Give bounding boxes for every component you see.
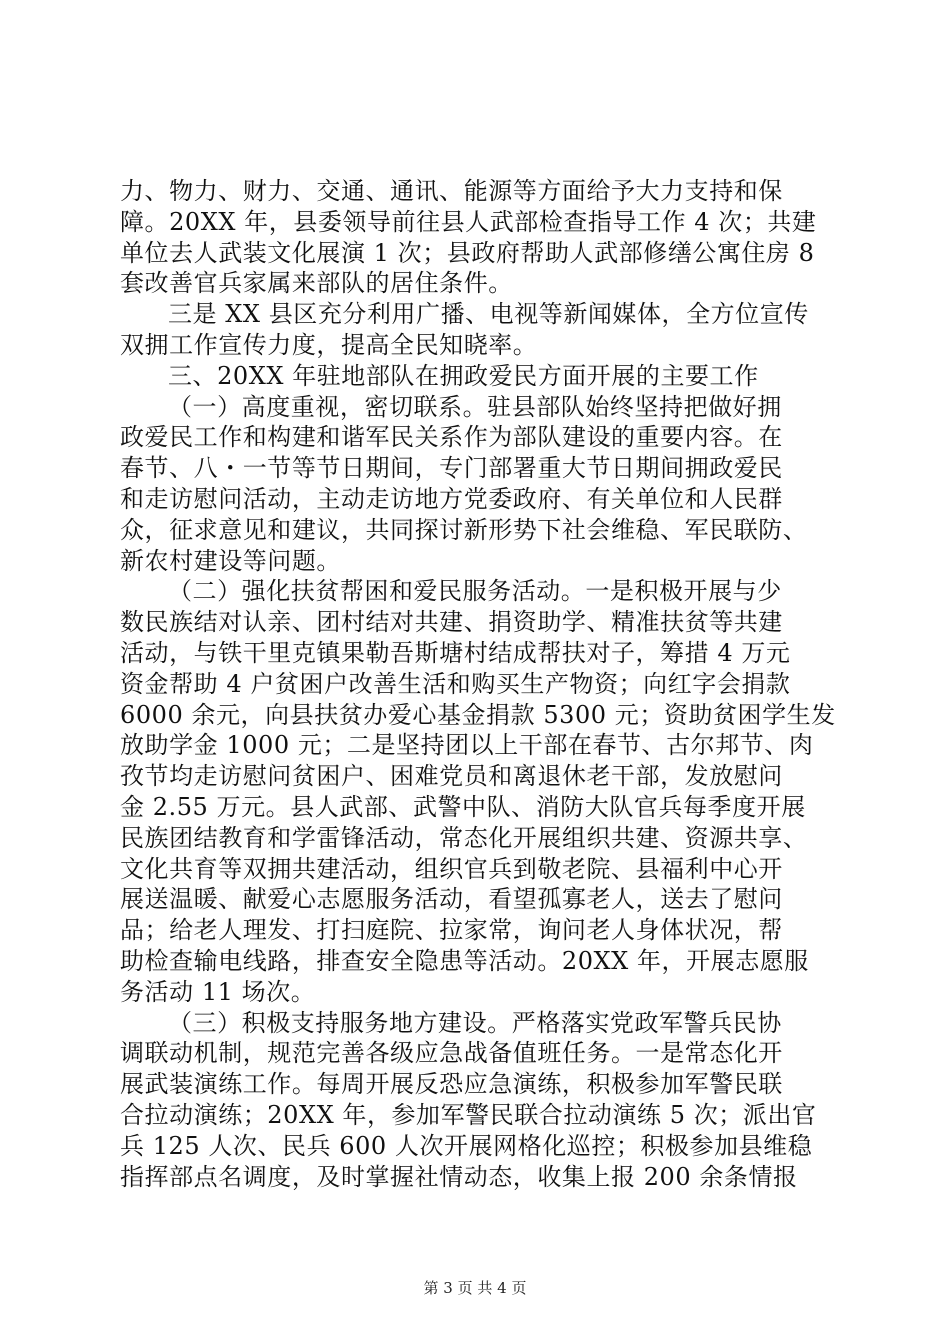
text-line: 资金帮助 4 户贫困户改善生活和购买生产物资；向红字会捐款: [120, 669, 791, 698]
text-line: 政爱民工作和构建和谐军民关系作为部队建设的重要内容。在: [120, 423, 783, 452]
text-line: 众，征求意见和建议，共同探讨新形势下社会维稳、军民联防、: [120, 515, 808, 544]
text-line: 调联动机制，规范完善各级应急战备值班任务。一是常态化开: [120, 1039, 783, 1068]
text-line: 务活动 11 场次。: [120, 977, 316, 1006]
text-line: 三是 XX 县区充分利用广播、电视等新闻媒体，全方位宣传: [168, 300, 809, 329]
text-line: 三、20XX 年驻地部队在拥政爱民方面开展的主要工作: [168, 361, 759, 390]
text-line: （一）高度重视，密切联系。驻县部队始终坚持把做好拥: [168, 392, 782, 421]
text-line: 双拥工作宣传力度，提高全民知晓率。: [120, 330, 538, 359]
text-line: 套改善官兵家属来部队的居住条件。: [120, 269, 513, 298]
page-footer: 第 3 页 共 4 页: [423, 1279, 527, 1297]
text-line: 力、物力、财力、交通、通讯、能源等方面给予大力支持和保: [120, 177, 783, 205]
text-line: 孜节均走访慰问贫困户、困难党员和离退休老干部，发放慰问: [120, 762, 783, 791]
text-line: （三）积极支持服务地方建设。严格落实党政军警兵民协: [168, 1008, 782, 1037]
text-line: 助检查输电线路，排查安全隐患等活动。20XX 年，开展志愿服: [120, 946, 809, 975]
text-line: 活动，与铁干里克镇果勒吾斯塘村结成帮扶对子，筹措 4 万元: [120, 638, 791, 667]
text-line: 指挥部点名调度，及时掌握社情动态，收集上报 200 余条情报: [120, 1162, 798, 1191]
text-line: 合拉动演练；20XX 年，参加军警民联合拉动演练 5 次；派出官: [120, 1100, 817, 1129]
text-line: 数民族结对认亲、团村结对共建、捐资助学、精准扶贫等共建: [120, 608, 783, 637]
text-line: 和走访慰问活动，主动走访地方党委政府、有关单位和人民群: [120, 484, 783, 513]
text-line: 新农村建设等问题。: [120, 546, 341, 575]
text-line: 品；给老人理发、打扫庭院、拉家常，询问老人身体状况，帮: [120, 916, 783, 945]
text-line: 展武装演练工作。每周开展反恐应急演练，积极参加军警民联: [120, 1070, 783, 1099]
text-line: 民族团结教育和学雷锋活动，常态化开展组织共建、资源共享、: [120, 823, 808, 852]
text-line: 兵 125 人次、民兵 600 人次开展网格化巡控；积极参加县维稳: [120, 1131, 813, 1160]
text-line: 单位去人武装文化展演 1 次；县政府帮助人武部修缮公寓住房 8: [120, 238, 815, 267]
text-line: 金 2.55 万元。县人武部、武警中队、消防大队官兵每季度开展: [120, 792, 806, 821]
text-line: 春节、八・一节等节日期间，专门部署重大节日期间拥政爱民: [120, 454, 783, 483]
text-line: 障。20XX 年，县委领导前往县人武部检查指导工作 4 次；共建: [120, 207, 817, 236]
text-line: 展送温暖、献爱心志愿服务活动，看望孤寡老人，送去了慰问: [120, 885, 783, 914]
document-body: [120, 176, 840, 1192]
text-line: （二）强化扶贫帮困和爱民服务活动。一是积极开展与少: [168, 577, 782, 606]
text-line: 文化共育等双拥共建活动，组织官兵到敬老院、县福利中心开: [120, 854, 783, 883]
text-line: 放助学金 1000 元；二是坚持团以上干部在春节、古尔邦节、肉: [120, 731, 814, 760]
text-line: 6000 余元，向县扶贫办爱心基金捐款 5300 元；资助贫困学生发: [120, 700, 836, 729]
